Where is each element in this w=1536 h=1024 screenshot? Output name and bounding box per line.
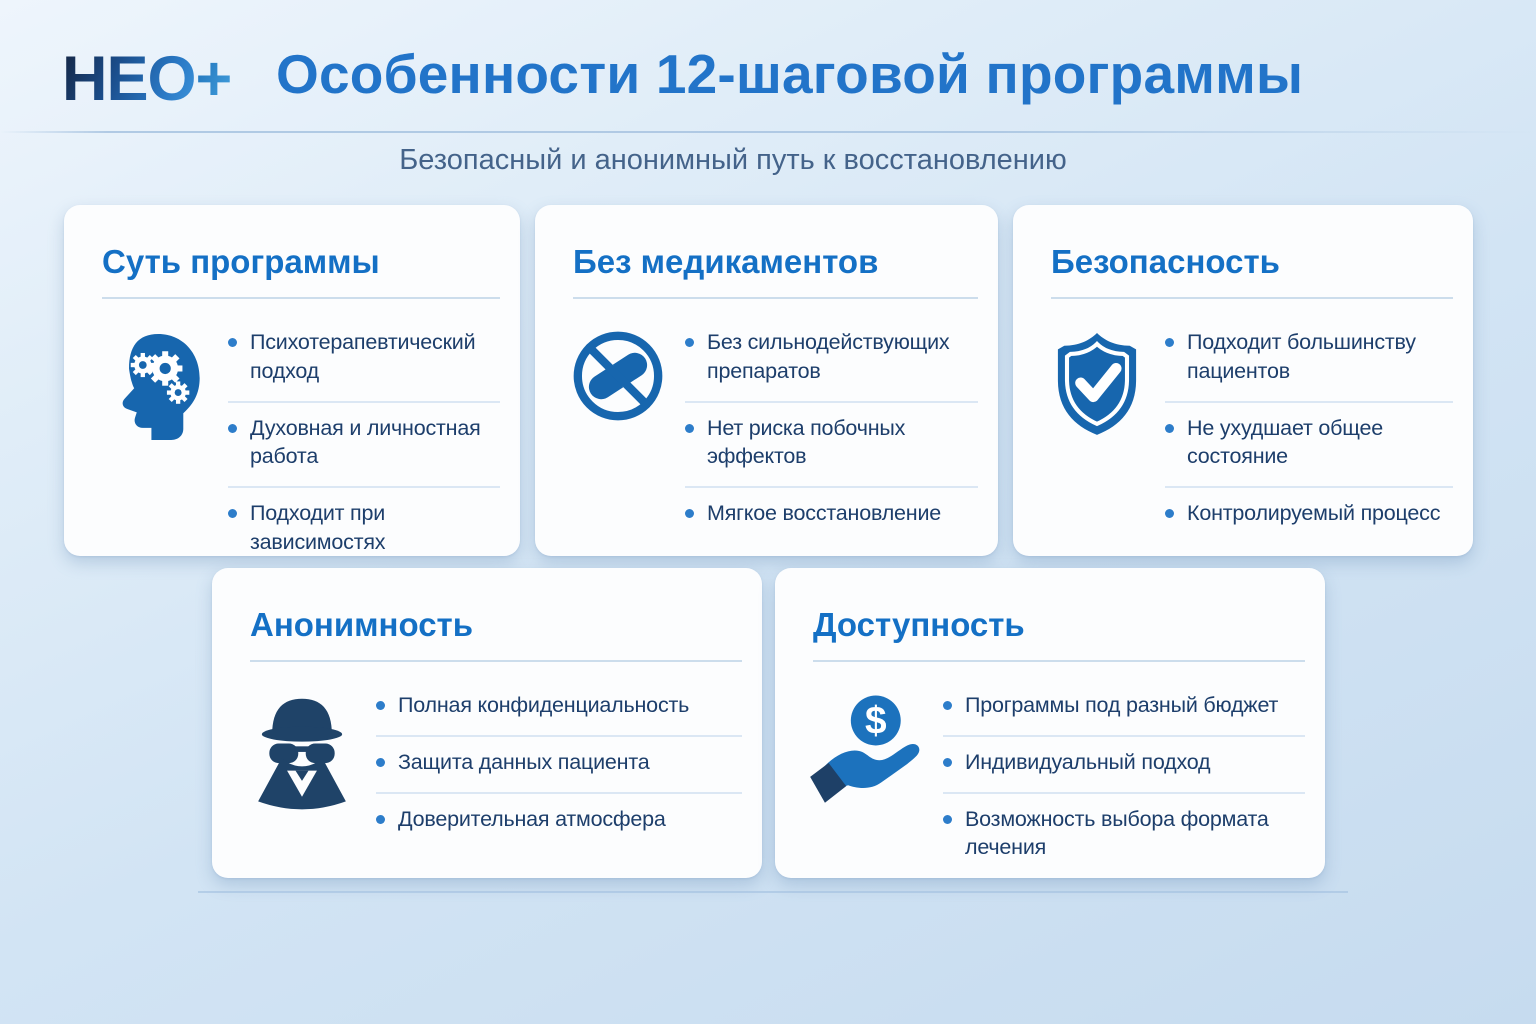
bullet-item [228, 403, 500, 489]
bullet-text: Программы под разный бюджет [965, 693, 1279, 717]
bullet-dot [228, 338, 237, 347]
spy-icon [246, 690, 358, 812]
bullet-item [685, 403, 978, 489]
bullet-text: Подходит большинству пациентов [1187, 330, 1416, 383]
bullet-dot [943, 701, 952, 710]
bullet-text: Мягкое восстановление [707, 501, 942, 526]
card-title: Безопасность [1051, 235, 1453, 299]
card-safety [1013, 205, 1473, 556]
card-title: Доступность [813, 598, 1305, 662]
bullet-dot [1165, 509, 1174, 518]
bullet-text: Индивидуальный подход [965, 749, 1211, 774]
card-body [813, 680, 1305, 877]
head-gears-icon [98, 327, 210, 447]
footer-divider [198, 891, 1348, 893]
no-pills-icon [569, 327, 667, 425]
card-title: Суть программы [102, 235, 500, 299]
bullet-text: Психотерапевтический подход [250, 330, 476, 383]
bullet-text: Не ухудшает общее состояние [1187, 415, 1384, 469]
bullet-dot [228, 509, 237, 518]
card-body [102, 317, 500, 572]
bullet-dot [1165, 424, 1174, 433]
cards-row-bottom [212, 568, 1325, 878]
card-affordability [775, 568, 1325, 878]
bullet-item [376, 737, 742, 794]
bullet-dot [685, 338, 694, 347]
card-body [250, 680, 742, 848]
card-anonymity [212, 568, 762, 878]
card-title: Анонимность [250, 598, 742, 662]
bullet-item [685, 488, 978, 543]
bullet-list [228, 317, 500, 572]
cards-row-top [64, 205, 1473, 556]
bullet-item [943, 680, 1305, 737]
bullet-list [1165, 317, 1453, 543]
bullet-text: Нет риска побочных эффектов [707, 415, 906, 469]
page-subtitle: Безопасный и анонимный путь к восстановлению [399, 144, 1067, 176]
bullet-text: Духовная и личностная работа [250, 415, 481, 469]
bullet-text: Подходит при зависимостях [250, 501, 386, 554]
card-body [573, 317, 978, 543]
bullet-dot [228, 424, 237, 433]
bullet-list [685, 317, 978, 543]
bullet-list [376, 680, 742, 848]
bullet-item [943, 794, 1305, 878]
bullet-dot [376, 758, 385, 767]
card-program-essence [64, 205, 520, 556]
dollar-hand-icon [809, 690, 925, 812]
bullet-dot [943, 758, 952, 767]
bullet-item [376, 680, 742, 737]
bullet-text: Контролируемый процесс [1187, 501, 1441, 526]
bullet-dot [685, 424, 694, 433]
logo-plus-icon: + [195, 44, 232, 114]
bullet-dot [376, 815, 385, 824]
bullet-item [1165, 488, 1453, 543]
bullet-item [228, 317, 500, 403]
page-title: Особенности 12-шаговой программы [276, 43, 1304, 105]
bullet-item [1165, 403, 1453, 489]
bullet-item [376, 794, 742, 849]
bullet-text: Полная конфиденциальность [398, 693, 690, 717]
bullet-dot [685, 509, 694, 518]
card-title: Без медикаментов [573, 235, 978, 299]
bullet-text: Защита данных пациента [398, 749, 650, 774]
bullet-dot [376, 701, 385, 710]
bullet-text: Доверительная атмосфера [398, 806, 666, 831]
svg-text:$: $ [864, 699, 887, 743]
neo-logo [62, 44, 232, 114]
bullet-list [943, 680, 1305, 877]
bullet-item [943, 737, 1305, 794]
logo-text: НЕО [62, 44, 196, 114]
card-no-medications [535, 205, 998, 556]
bullet-item [228, 488, 500, 572]
bullet-dot [943, 815, 952, 824]
bullet-dot [1165, 338, 1174, 347]
bullet-item [1165, 317, 1453, 403]
card-body [1051, 317, 1453, 543]
bullet-text: Без сильнодействующих препаратов [707, 330, 950, 383]
bullet-text: Возможность выбора формата лечения [965, 806, 1269, 860]
header-divider [0, 131, 1536, 133]
shield-check-icon [1047, 327, 1147, 439]
bullet-item [685, 317, 978, 403]
